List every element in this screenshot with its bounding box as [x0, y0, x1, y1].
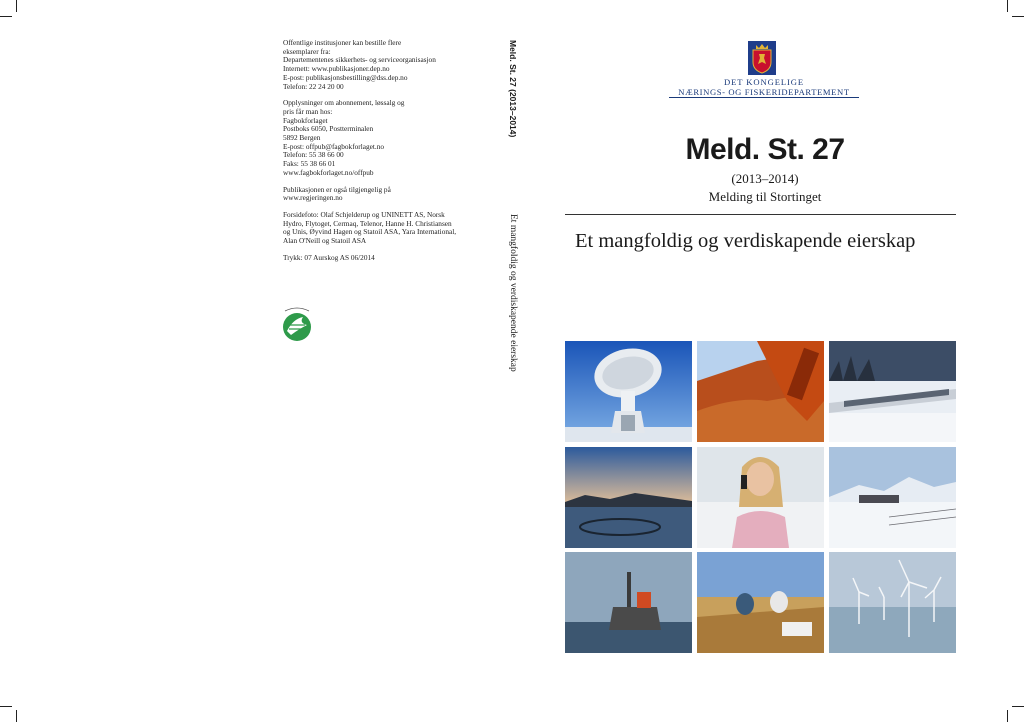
photo-radio-telescope [565, 341, 692, 442]
spine-text: Et mangfoldig og verdiskapende eierskap [508, 214, 518, 372]
photo-oil-platform [565, 552, 692, 653]
text-line: eksemplarer fra: [283, 46, 331, 56]
ecolabel-swan-icon [281, 305, 313, 345]
crop-mark [16, 710, 17, 722]
report-subtitle: Melding til Stortinget [708, 189, 822, 204]
text-line: 5892 Bergen [283, 133, 321, 143]
photo-farmers-soil [697, 552, 824, 653]
norwegian-coat-of-arms-icon [747, 40, 777, 76]
photo-woman-phone [697, 447, 824, 548]
text-line: pris får man hos: [283, 106, 333, 116]
text-line: Hydro, Flytoget, Cermaq, Telenor, Hanne H. Christiansen [283, 218, 452, 228]
crop-mark [16, 0, 17, 12]
photo-excavator-clay [697, 341, 824, 442]
spine-title [505, 214, 519, 394]
crop-mark [1007, 710, 1008, 722]
text-line: Telefon: 55 38 66 00 [283, 150, 344, 160]
text-line: Offentlige institusjoner kan bestille flere [283, 38, 402, 47]
text-line: www.regjeringen.no [283, 193, 343, 203]
text-line: Forsidefoto: Olaf Schjelderup og UNINETT AS, Norsk [283, 209, 445, 219]
title-divider [565, 214, 956, 215]
text-line: Telefon: 22 24 20 00 [283, 81, 344, 91]
report-title: Et mangfoldig og verdiskapende eierskap [575, 230, 916, 252]
text-line: Internett: www.publikasjoner.dep.no [283, 64, 390, 74]
text-line: Publikasjonen er også tilgjengelig på [283, 184, 391, 194]
report-number: Meld. St. 27 [685, 133, 845, 166]
text-line: Opplysninger om abonnement, løssalg og [283, 98, 405, 108]
department-name-line2: NÆRINGS- OG FISKERIDEPARTEMENT [678, 87, 850, 97]
photo-train-snow [829, 341, 956, 442]
crop-mark [0, 706, 12, 707]
crop-mark [1012, 16, 1024, 17]
photo-credits [283, 211, 473, 246]
crop-mark [0, 16, 12, 17]
text-line: Departementenes sikkerhets- og serviceorganisasjon [283, 55, 436, 65]
text-line: Fagbokforlaget [283, 115, 328, 125]
print-info [283, 254, 473, 263]
department-name-line1: DET KONGELIGE [723, 77, 805, 87]
crop-mark [1012, 706, 1024, 707]
text-line: E-post: publikasjonsbestilling@dss.dep.no [283, 72, 408, 82]
availability-info [283, 186, 473, 203]
photo-arctic-station [829, 447, 956, 548]
text-line: E-post: offpub@fagbokforlaget.no [283, 141, 385, 151]
text-line: www.fagbokforlaget.no/offpub [283, 167, 374, 177]
text-line: Faks: 55 38 66 01 [283, 159, 336, 169]
back-cover-info [283, 39, 473, 270]
photo-fish-farm [565, 447, 692, 548]
text-line: og Unis, Øyvind Hagen og Statoil ASA, Yara International, [283, 227, 457, 237]
ordering-info [283, 39, 473, 91]
text-line: Alan O'Neill og Statoil ASA [283, 236, 367, 246]
report-years: (2013–2014) [731, 171, 799, 186]
text-line: Trykk: 07 Aurskog AS 06/2014 [283, 252, 375, 262]
crop-mark [1007, 0, 1008, 12]
spine-text: Meld. St. 27 (2013–2014) [508, 40, 518, 138]
subscription-info [283, 99, 473, 177]
spine-report-number [505, 40, 519, 180]
text-line: Postboks 6050, Postterminalen [283, 124, 374, 134]
department-divider [669, 97, 859, 98]
photo-wind-turbines [829, 552, 956, 653]
